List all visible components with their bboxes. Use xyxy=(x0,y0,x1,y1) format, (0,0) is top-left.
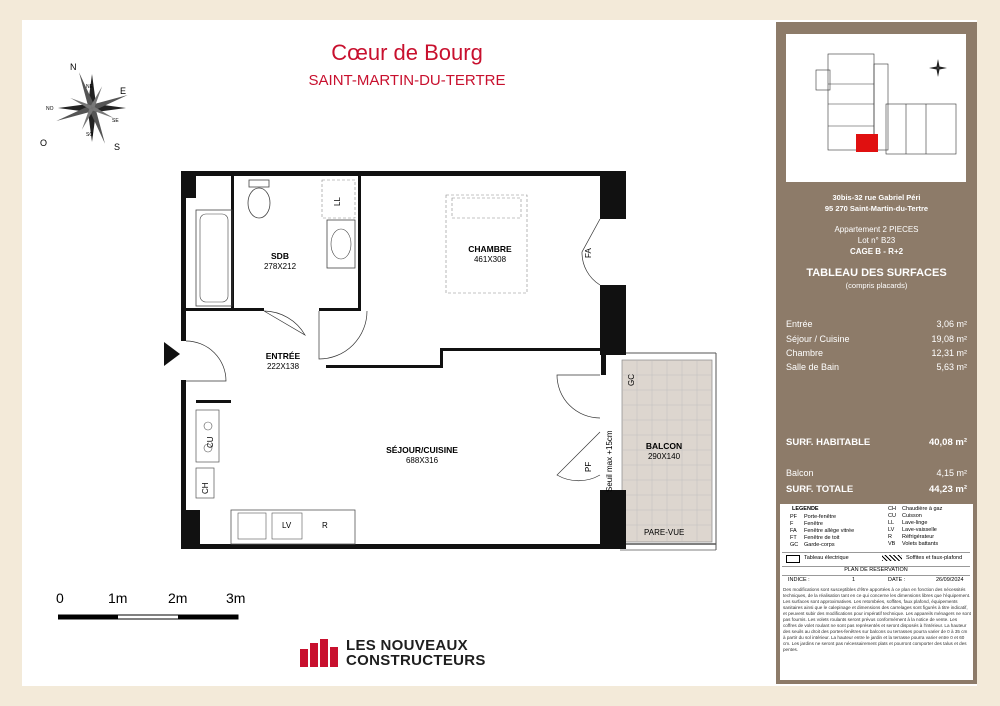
address-line2: 95 270 Saint-Martin-du-Tertre xyxy=(824,204,929,213)
info-panel xyxy=(776,22,977,684)
surfaces-subtitle: (compris placards) xyxy=(845,281,908,290)
building-location-map xyxy=(786,34,966,182)
surface-row: Entrée 3,06 m² xyxy=(786,319,967,329)
label-cu: CU xyxy=(206,436,215,448)
entrance-arrow-icon xyxy=(164,342,180,366)
legend-item: LV Lave-vaisselle xyxy=(888,527,937,533)
project-title: Cœur de Bourg xyxy=(331,40,483,65)
label-parevue: PARE-VUE xyxy=(644,528,685,537)
surface-row: Séjour / Cuisine 19,08 m² xyxy=(786,334,967,344)
room-sejour: SÉJOUR/CUISINE 688X316 xyxy=(386,445,458,465)
label-lv: LV xyxy=(282,521,292,530)
compass-o: O xyxy=(40,138,48,148)
label-fa: FA xyxy=(584,248,593,258)
surface-row: Salle de Bain 5,63 m² xyxy=(786,362,967,372)
room-balcon: BALCON 290X140 xyxy=(645,441,683,461)
compass-so: SO xyxy=(86,132,94,138)
legend-item: CH Chaudière à gaz xyxy=(888,506,943,512)
plan-sheet xyxy=(22,20,977,686)
compass-s: S xyxy=(114,142,121,152)
legend-item: F Fenêtre xyxy=(790,521,823,527)
label-gc: GC xyxy=(627,374,636,386)
scale-3m: 3m xyxy=(226,590,246,606)
legend-item: R Réfrigérateur xyxy=(888,534,935,540)
label-pf: PF xyxy=(584,461,593,472)
buildings-logo-icon xyxy=(300,639,340,667)
legend-symbols: Tableau électrique Soffites et faux-plafond xyxy=(782,552,970,565)
apartment-type: Appartement 2 PIECES xyxy=(834,225,919,234)
compass-ne: NE xyxy=(86,84,93,90)
legend-box xyxy=(780,504,973,680)
room-chambre: CHAMBRE 461X308 xyxy=(468,244,512,264)
compass-n: N xyxy=(70,62,77,72)
project-city: SAINT-MARTIN-DU-TERTRE xyxy=(308,72,506,89)
scale-0: 0 xyxy=(56,590,64,606)
hatch-icon xyxy=(882,555,902,561)
room-sdb: SDB 278X212 xyxy=(263,251,297,271)
surface-balcon: Balcon 4,15 m² xyxy=(786,468,967,478)
logo-line1: LES NOUVEAUX xyxy=(346,637,468,654)
label-r: R xyxy=(322,521,328,530)
apartment-cage: CAGE B - R+2 xyxy=(849,247,904,256)
scale-1m: 1m xyxy=(108,590,128,606)
company-logo xyxy=(300,638,486,668)
scale-2m: 2m xyxy=(168,590,188,606)
legend-item: FA Fenêtre allège vitrée xyxy=(790,528,855,534)
legend-item: PF Porte-fenêtre xyxy=(790,514,837,520)
address-line1: 30bis-32 rue Gabriel Péri xyxy=(832,193,921,202)
plan-meta: INDICE : 1 DATE : 26/09/2024 xyxy=(782,575,970,586)
legend-item: FT Fenêtre de toit xyxy=(790,535,840,541)
legend-item: VB Volets battants xyxy=(888,541,939,547)
label-seuil: Seuil max +15cm xyxy=(605,430,614,492)
plan-reservation: PLAN DE RESERVATION xyxy=(782,566,970,575)
label-ll: LL xyxy=(333,197,342,206)
compass-se: SE xyxy=(112,118,119,124)
legend-title: LEGENDE xyxy=(792,506,819,512)
label-ch: CH xyxy=(201,482,210,494)
surface-totale: SURF. TOTALE 44,23 m² xyxy=(786,484,967,495)
compass-e: E xyxy=(120,86,127,96)
legend-item: CU Cuisson xyxy=(888,513,922,519)
scale-bar xyxy=(56,590,248,628)
surface-row: Chambre 12,31 m² xyxy=(786,348,967,358)
floor-plan-drawing xyxy=(22,20,782,620)
logo-line2: CONSTRUCTEURS xyxy=(346,652,486,669)
disclaimer-text: Des modifications sont susceptibles d'être apportées à ce plan en fonction des nécessités techniques, de la réalisation tant en ce qui concerne les dimensions libres que l'équipement. Les surfaces sont approximatives. Les retombées, soffites, faux plafond, équipements sanitaires ainsi que le calepinage et dimensions des carrelages sont figurés à titre indicatif, et peuvent subir des modifications pour impératif technique. Les appareils ménagers ne sont pas fournis. Les volets roulants seront prévus conformément à la notice de vente. Les coffres de volet roulant ne sont pas représentés et seront disposés à l'intérieur. La hauteur des seuils au droit des portes-fenêtres sur balcons ou terrasses pourra varier de 0 à 35 cm à partir du sol intérieur. La hauteur entre le jardin et la terrasse pourra varier entre 0 et 60 cm. Les jardins ne seront pas nécessairement plats et pourront comporter des talus et des pentes. xyxy=(783,587,971,652)
compass-no: NO xyxy=(46,106,54,112)
surfaces-title: TABLEAU DES SURFACES xyxy=(806,267,947,279)
electric-panel-icon xyxy=(786,555,800,563)
surface-habitable: SURF. HABITABLE 40,08 m² xyxy=(786,437,967,448)
legend-item: LL Lave-linge xyxy=(888,520,928,526)
compass-rose-icon xyxy=(40,59,141,156)
legend-item: GC Garde-corps xyxy=(790,542,835,548)
room-entree: ENTRÉE 222X138 xyxy=(265,351,301,371)
apartment-lot: Lot n° B23 xyxy=(857,236,896,245)
